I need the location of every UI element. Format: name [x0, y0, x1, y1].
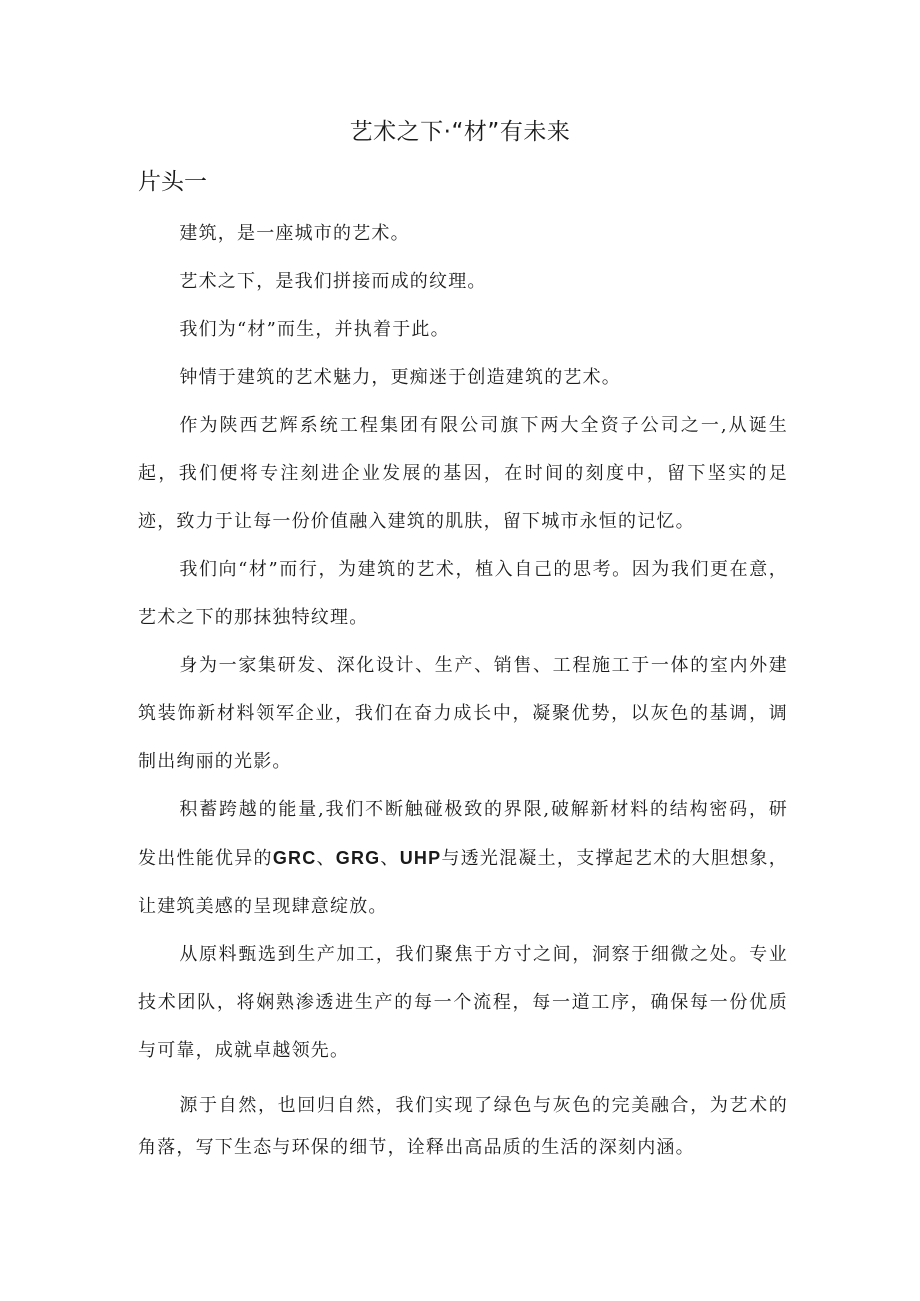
paragraph: 艺术之下，是我们拼接而成的纹理。 — [179, 271, 487, 292]
document-body — [138, 210, 788, 1169]
material-separator: 、 — [316, 848, 336, 869]
paragraph-text: 与透光混凝土，支撑起艺术的大胆想象，让建筑美感的呈现肆意绽放。 — [138, 848, 788, 917]
paragraph: 源于自然，也回归自然，我们实现了绿色与灰色的完美融合，为艺术的角落，写下生态与环保的细节，诠释出高品质的生活的深刻内涵。 — [138, 1095, 788, 1158]
material-term: GRC — [272, 848, 317, 868]
paragraph: 建筑，是一座城市的艺术。 — [179, 223, 410, 244]
document-title: 艺术之下·“材”有未来 — [349, 119, 571, 145]
paragraph: 从原料甄选到生产加工，我们聚焦于方寸之间，洞察于细微之处。专业技术团队，将娴熟渗透进生产的每一个流程，每一道工序，确保每一份优质与可靠，成就卓越领先。 — [138, 944, 788, 1061]
paragraph: 我们为“材”而生，并执着于此。 — [179, 319, 450, 340]
paragraph: 我们向“材”而行，为建筑的艺术，植入自己的思考。因为我们更在意，艺术之下的那抹独特纹理。 — [138, 559, 788, 628]
section-heading: 片头一 — [138, 169, 207, 195]
material-term: GRG — [335, 848, 381, 868]
paragraph-text: 积蓄跨越的能量,我们不断触碰极致的界限,破解新材料的结构密码，研发出性能优异的 — [138, 799, 788, 869]
paragraph: 身为一家集研发、深化设计、生产、销售、工程施工于一体的室内外建筑装饰新材料领军企业，我们在奋力成长中，凝聚优势，以灰色的基调，调制出绚丽的光影。 — [138, 655, 788, 772]
paragraph: 钟情于建筑的艺术魅力，更痴迷于创造建筑的艺术。 — [179, 367, 621, 388]
paragraph: 作为陕西艺辉系统工程集团有限公司旗下两大全资子公司之一,从诞生起，我们便将专注刻进企业发展的基因，在时间的刻度中，留下坚实的足迹，致力于让每一份价值融入建筑的肌肤，留下城市永恒的记忆。 — [138, 415, 788, 532]
material-term: UHP — [399, 848, 442, 868]
material-separator: 、 — [380, 848, 400, 869]
paragraph-materials — [138, 786, 788, 931]
